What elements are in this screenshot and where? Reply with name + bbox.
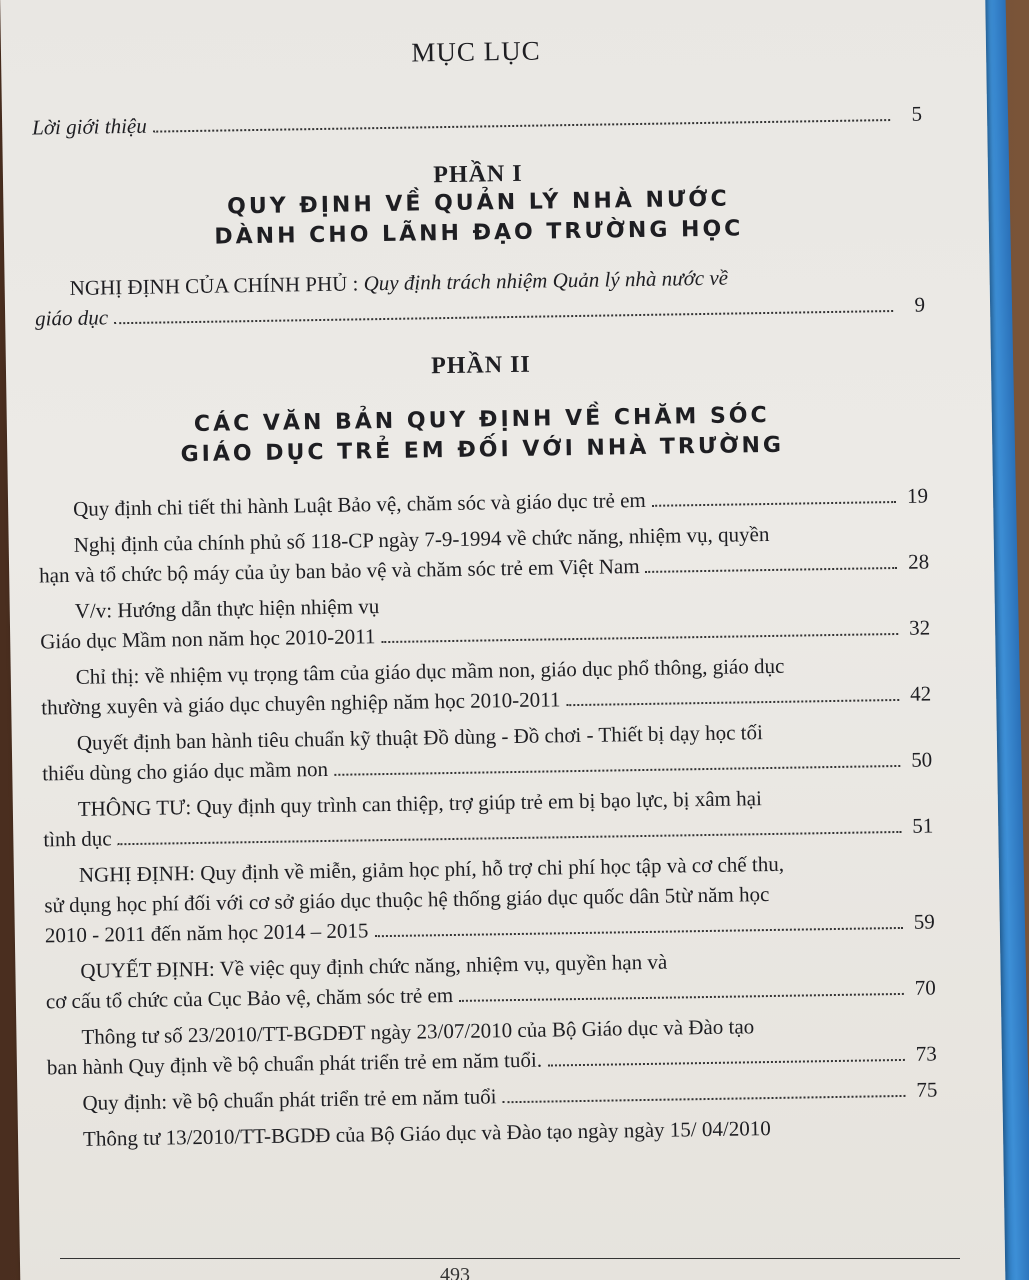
toc-page-number: 5 (911, 101, 923, 126)
toc-entry (43, 780, 934, 854)
dot-leader (548, 1058, 905, 1067)
toc-entry-line: Quyết định ban hành tiêu chuẩn kỹ thuật Đồ dùng - Đồ chơi - Thiết bị dạy học tối (76, 720, 764, 755)
dot-leader (334, 764, 900, 776)
toc-entry-text: cơ cấu tổ chức của Cục Bảo vệ, chăm sóc trẻ em (45, 983, 454, 1014)
dot-leader (566, 698, 899, 706)
part-2-label: PHẦN II (430, 351, 531, 380)
toc-entry-text: tình dục (43, 826, 112, 852)
dot-leader (374, 926, 902, 937)
toc-page-number: 73 (915, 1041, 938, 1066)
part-1-title-line: QUY ĐỊNH VỀ QUẢN LÝ NHÀ NƯỚC (226, 186, 730, 220)
toc-page-number: 9 (914, 292, 926, 317)
toc-entry (44, 846, 935, 950)
toc-entry-intro (32, 99, 922, 143)
toc-entry-line: Thông tư 13/2010/TT-BGDĐ của Bộ Giáo dục và Đào tạo ngày ngày 15/ 04/2010 (82, 1116, 771, 1151)
toc-entry-text: ban hành Quy định về bộ chuẩn phát triển trẻ em năm tuổi. (46, 1047, 543, 1080)
toc-page-number: 70 (914, 975, 936, 1000)
toc-entry (48, 1110, 938, 1154)
dot-leader (118, 830, 902, 845)
toc-entry-line: Thông tư số 23/2010/TT-BGDĐT ngày 23/07/2010 của Bộ Giáo dục và Đào tạo (81, 1014, 755, 1049)
dot-leader (459, 992, 904, 1002)
toc-entry (40, 582, 931, 656)
toc-entry (34, 260, 925, 334)
dot-leader (503, 1094, 906, 1103)
dot-leader (652, 500, 896, 507)
part-1-label: PHẦN I (433, 160, 523, 189)
toc-page-number: 32 (908, 615, 931, 640)
toc-entry-text: Giáo dục Mầm non năm học 2010-2011 (40, 624, 376, 654)
toc-entry-text: thiểu dùng cho giáo dục mầm non (42, 756, 329, 786)
toc-entry-line: NGHỊ ĐỊNH: Quy định về miễn, giảm học phí, hỗ trợ chi phí học tập và cơ chế thu, (78, 851, 785, 887)
toc-page-number: 28 (907, 549, 930, 574)
toc-entry-text: 2010 - 2011 đến năm học 2014 – 2015 (44, 918, 369, 948)
toc-content (31, 16, 939, 1161)
dot-leader (646, 566, 898, 573)
toc-page-number: 19 (906, 483, 929, 508)
toc-entry-text: giáo dục (34, 305, 109, 331)
toc-page-number: 51 (912, 813, 934, 838)
toc-entry-lead-italic: Quy định trách nhiệm Quản lý nhà nước về (363, 265, 729, 296)
part-2-title-line: CÁC VĂN BẢN QUY ĐỊNH VỀ CHĂM SÓC (193, 402, 770, 438)
toc-entry-text: hạn và tổ chức bộ máy của ủy ban bảo vệ và chăm sóc trẻ em Việt Nam (39, 554, 640, 588)
page-number: 493 (440, 1264, 470, 1280)
footer-rule (60, 1258, 960, 1259)
toc-entry-line: THÔNG TƯ: Quy định quy trình can thiệp, trợ giúp trẻ em bị bạo lực, bị xâm hại (77, 786, 763, 821)
toc-entry-line: Nghị định của chính phủ số 118-CP ngày 7-9-1994 về chức năng, nhiệm vụ, quyền (73, 521, 770, 557)
dot-leader (114, 309, 893, 324)
toc-entry-text: Lời giới thiệu (31, 113, 147, 140)
toc-entry (42, 714, 933, 788)
part-2-entries (38, 480, 938, 1154)
toc-entry (46, 1008, 937, 1082)
toc-entry-line: QUYẾT ĐỊNH: Về việc quy định chức năng, nhiệm vụ, quyền hạn và (80, 949, 668, 983)
toc-entry-text: thường xuyên và giáo dục chuyên nghiệp năm học 2010-2011 (41, 687, 561, 720)
part-1-title-line: DÀNH CHO LÃNH ĐẠO TRƯỜNG HỌC (214, 216, 744, 250)
dot-leader (381, 632, 898, 643)
part-2-title-line: GIÁO DỤC TRẺ EM ĐỐI VỚI NHÀ TRƯỜNG (180, 432, 785, 468)
toc-entry-line: V/v: Hướng dẫn thực hiện nhiệm vụ (74, 594, 380, 623)
toc-page-number: 50 (911, 747, 933, 772)
toc-page-number: 42 (909, 681, 932, 706)
toc-entry-line: Chỉ thị: về nhiệm vụ trọng tâm của giáo dục mầm non, giáo dục phổ thông, giáo dục (75, 653, 785, 689)
toc-entry (38, 516, 929, 590)
toc-entry (41, 648, 932, 722)
toc-entry-lead: NGHỊ ĐỊNH CỦA CHÍNH PHỦ : (69, 271, 364, 300)
toc-entry-text: Quy định: về bộ chuẩn phát triển trẻ em năm tuổi (82, 1084, 497, 1115)
toc-entry-line: sử dụng học phí đối với cơ sở giáo dục thuộc hệ thống giáo dục quốc dân 5từ năm học (44, 882, 770, 918)
toc-page-number: 75 (916, 1077, 938, 1102)
toc-heading: MỤC LỤC (411, 35, 541, 68)
toc-entry (45, 942, 936, 1016)
toc-page-number: 59 (913, 909, 935, 934)
dot-leader (153, 118, 890, 133)
toc-entry-text: Quy định chi tiết thi hành Luật Bảo vệ, chăm sóc và giáo dục trẻ em (72, 487, 646, 521)
